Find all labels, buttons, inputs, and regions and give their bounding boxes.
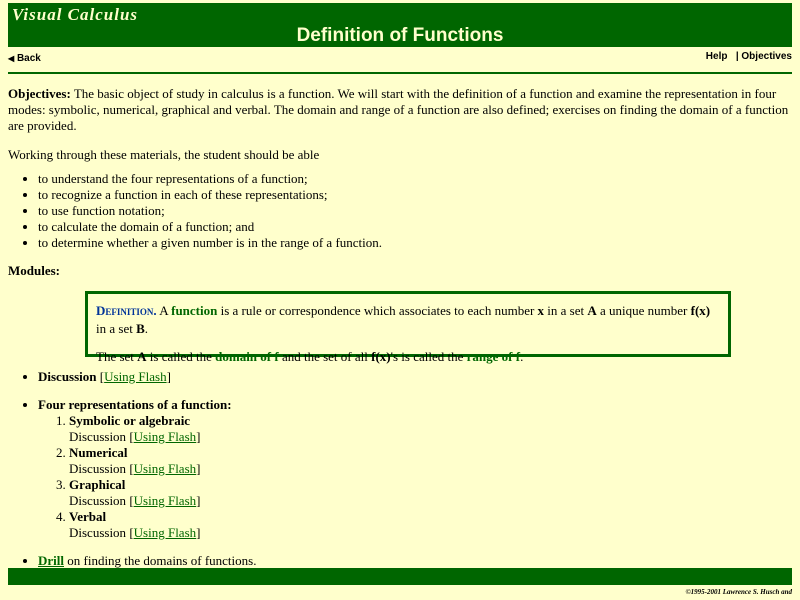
modules-list — [8, 369, 792, 569]
rep-discussion: Discussion — [69, 429, 130, 444]
def-text: a unique number — [596, 303, 691, 318]
rep-discussion: Discussion — [69, 525, 130, 540]
definition-line-1 — [96, 302, 718, 338]
bracket: [ — [129, 429, 134, 444]
bracket: [ — [129, 525, 134, 540]
def-text: . — [144, 321, 148, 336]
objectives-text: The basic object of study in calculus is a function. We will start with the definition of a function and examine the representation in four modes: symbolic, numerical, graphical and verbal. The domain and range of a function are also defined; exercises on finding the domain of a function are provided. — [8, 86, 789, 133]
definition-dot: . — [153, 303, 157, 318]
range-term: range of f — [466, 349, 521, 364]
bracket: [ — [99, 369, 105, 384]
symbolic-flash-link[interactable]: Using Flash — [133, 429, 197, 444]
function-term: function — [171, 303, 218, 318]
graphical-flash-link[interactable]: Using Flash — [133, 493, 197, 508]
drill-link[interactable]: Drill — [38, 553, 64, 568]
four-reps-heading: Four representations of a function: — [38, 397, 232, 412]
site-logo[interactable]: Visual Calculus — [12, 5, 139, 24]
list-item — [69, 509, 792, 541]
def-text: is a rule or correspondence which associates to each number — [217, 303, 538, 318]
definition-box — [85, 291, 731, 364]
modules-heading: Modules: — [8, 263, 60, 278]
discussion-flash-link[interactable]: Using Flash — [104, 369, 167, 384]
top-divider — [8, 72, 792, 74]
list-item — [69, 477, 792, 509]
page-title: Definition of Functions — [296, 25, 504, 46]
back-arrow-icon: ◀ — [8, 54, 15, 63]
def-text: and the set of all — [278, 349, 372, 364]
help-link[interactable]: Help — [705, 51, 728, 62]
rep-name: Graphical — [69, 477, 126, 492]
main-content — [8, 86, 792, 581]
bracket: ] — [196, 461, 201, 476]
def-text: in a set — [544, 303, 588, 318]
def-text: in a set — [96, 321, 137, 336]
definition-line-2 — [96, 348, 718, 366]
nav-separator: | — [735, 51, 739, 62]
set-a: A — [587, 303, 597, 318]
list-item: • to understand the four representations of a function; — [38, 171, 792, 187]
objectives-link[interactable]: Objectives — [741, 51, 792, 62]
objectives-paragraph — [8, 86, 792, 134]
bracket: ] — [166, 369, 171, 384]
objectives-label: Objectives: — [8, 86, 71, 101]
definition-word: Definition — [96, 303, 154, 318]
set-b: B — [136, 321, 145, 336]
list-item: • to use function notation; — [38, 203, 792, 219]
rep-name: Verbal — [69, 509, 107, 524]
verbal-flash-link[interactable]: Using Flash — [133, 525, 197, 540]
bracket: ] — [196, 525, 201, 540]
bracket: [ — [129, 493, 134, 508]
nav-right-links — [706, 51, 792, 62]
intro-text: Working through these materials, the student should be able — [8, 147, 320, 162]
def-text: The set — [96, 349, 138, 364]
def-text: . — [520, 349, 524, 364]
domain-term: domain of f — [215, 349, 279, 364]
module-drill — [38, 553, 792, 569]
back-link[interactable] — [8, 53, 41, 64]
discussion-label: Discussion — [38, 369, 97, 384]
rep-name: Symbolic or algebraic — [69, 413, 191, 428]
def-text: is called the — [146, 349, 216, 364]
nav-bar — [8, 51, 792, 69]
def-text: 's is called the — [390, 349, 467, 364]
set-a: A — [137, 349, 147, 364]
drill-text: on finding the domains of functions. — [64, 553, 257, 568]
list-item: • to calculate the domain of a function; and — [38, 219, 792, 235]
numerical-flash-link[interactable]: Using Flash — [133, 461, 197, 476]
module-four-representations — [38, 397, 792, 541]
def-text: A — [156, 303, 172, 318]
list-item: • to recognize a function in each of these representations; — [38, 187, 792, 203]
rep-name: Numerical — [69, 445, 128, 460]
module-discussion — [38, 369, 792, 385]
bracket: ] — [196, 493, 201, 508]
bracket: ] — [196, 429, 201, 444]
bracket: [ — [129, 461, 134, 476]
rep-discussion: Discussion — [69, 493, 130, 508]
bottom-bar — [8, 568, 792, 585]
list-item: • to determine whether a given number is in the range of a function. — [38, 235, 792, 251]
representations-list — [38, 413, 792, 541]
fx-term: f(x) — [371, 349, 391, 364]
rep-discussion: Discussion — [69, 461, 130, 476]
copyright: ©1995-2001 Lawrence S. Husch and — [685, 588, 792, 596]
list-item — [69, 413, 792, 445]
back-label: Back — [16, 53, 41, 64]
fx-term: f(x) — [690, 303, 711, 318]
header-banner — [8, 3, 792, 47]
list-item — [69, 445, 792, 477]
var-x: x — [537, 303, 545, 318]
goals-list — [8, 171, 792, 251]
